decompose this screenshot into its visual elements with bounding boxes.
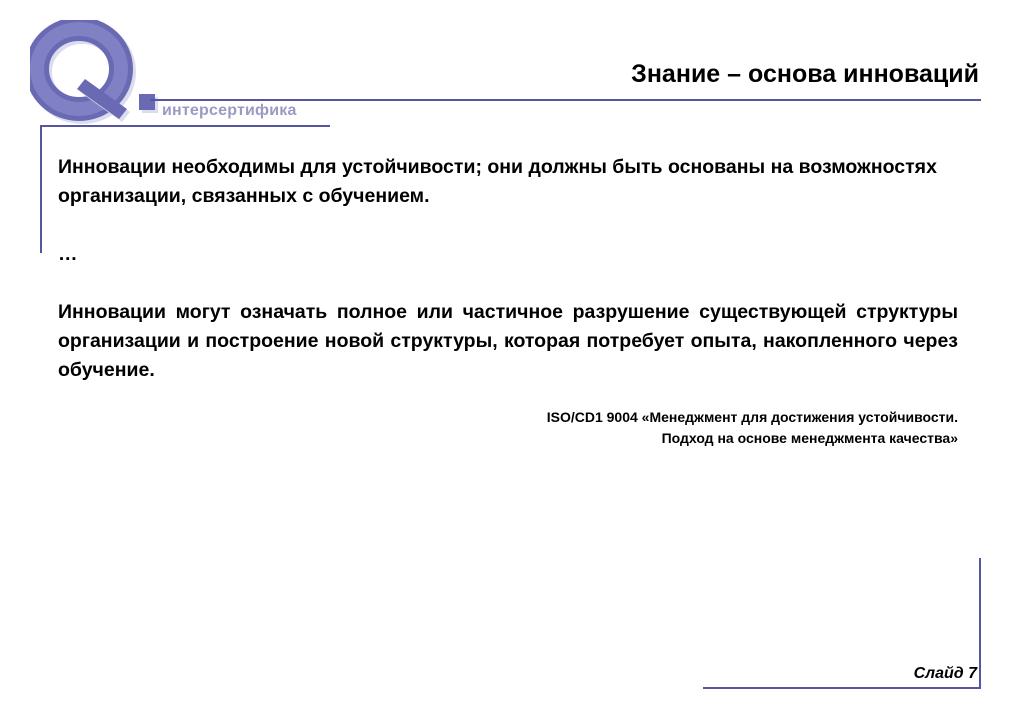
q-logo-icon (30, 20, 165, 130)
slide-number: Слайд 7 (913, 665, 977, 682)
paragraph-1: Инновации необходимы для устойчивости; они должны быть основаны на возможностях организации, связанных с обучением. (58, 156, 937, 207)
citation-line-2: Подход на основе менеджмента качества» (661, 430, 958, 446)
bottom-frame-horizontal (703, 687, 981, 689)
left-frame-vertical (40, 125, 42, 253)
logo-q-mark (30, 20, 165, 130)
header-divider (150, 99, 981, 101)
citation (58, 407, 958, 449)
paragraph-2: Инновации могут означать полное или частичное разрушение существующей структуры организации и построение новой структуры, которая потребует опыта, накопленного через обучение. (58, 301, 958, 381)
slide-content (58, 153, 958, 449)
left-frame-horizontal (40, 125, 330, 127)
page-title: Знание – основа инноваций (631, 60, 979, 88)
citation-line-1: ISO/CD1 9004 «Менеджмент для достижения устойчивости. (546, 409, 958, 425)
right-frame-vertical (979, 558, 981, 688)
ellipsis: … (58, 243, 78, 265)
logo-caption: интерсертифика (162, 102, 297, 119)
